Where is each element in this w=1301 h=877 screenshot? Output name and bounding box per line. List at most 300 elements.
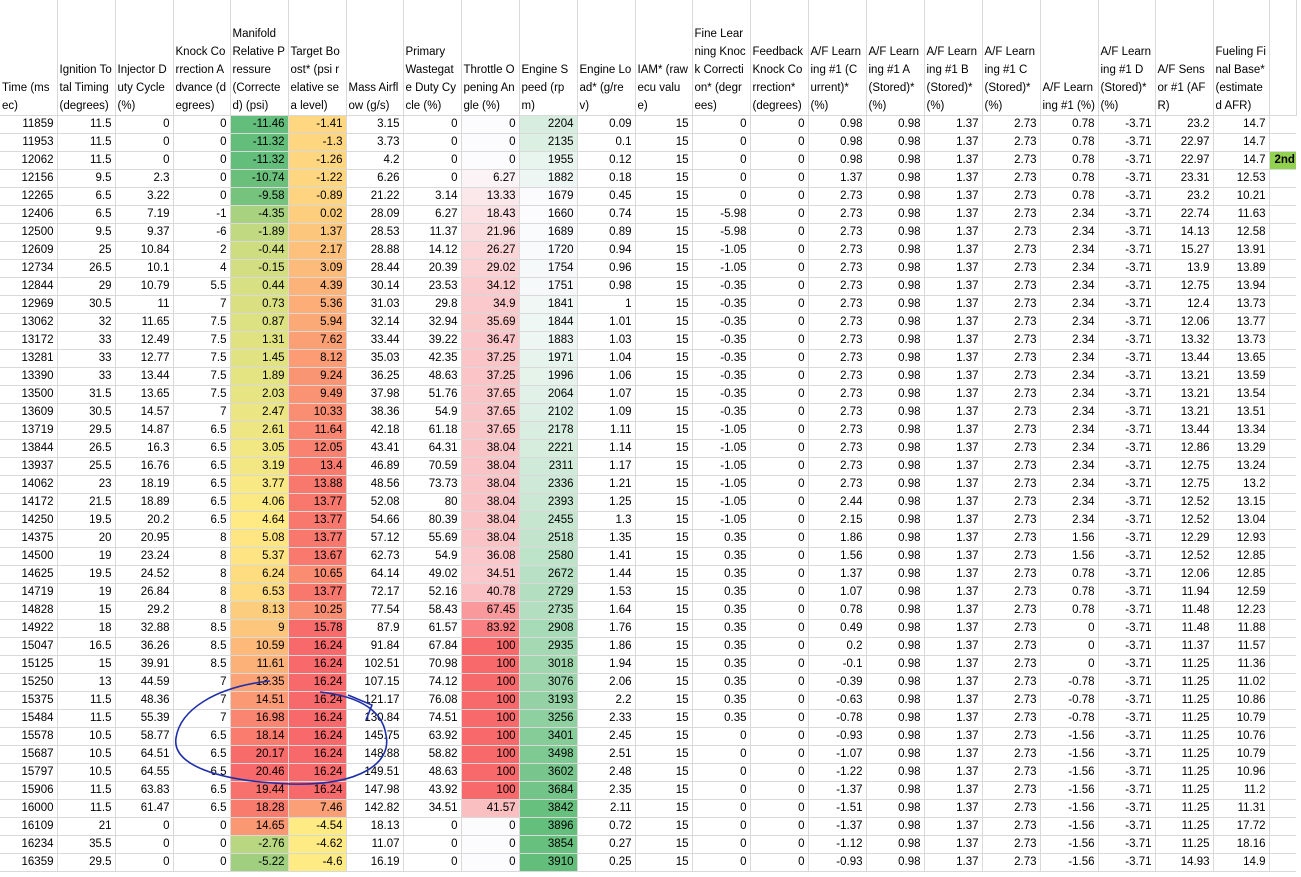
table-cell[interactable]: 2.73 xyxy=(982,368,1040,386)
table-cell[interactable]: 13.65 xyxy=(1213,350,1269,368)
table-cell[interactable]: 3896 xyxy=(519,818,577,836)
empty-cell[interactable] xyxy=(1269,782,1296,800)
table-cell[interactable]: 12.49 xyxy=(115,332,173,350)
table-cell[interactable]: 0.78 xyxy=(1040,134,1098,152)
table-cell[interactable]: -1.22 xyxy=(288,170,346,188)
table-cell[interactable]: 11.64 xyxy=(288,422,346,440)
table-cell[interactable]: 12406 xyxy=(0,206,57,224)
table-cell[interactable]: 0 xyxy=(750,548,808,566)
table-cell[interactable]: 16.19 xyxy=(346,854,403,872)
table-cell[interactable]: 2.73 xyxy=(982,134,1040,152)
table-cell[interactable]: 0.98 xyxy=(866,836,924,854)
table-cell[interactable]: 13.34 xyxy=(1213,422,1269,440)
table-cell[interactable]: 10.59 xyxy=(230,638,288,656)
table-cell[interactable]: 18.43 xyxy=(461,206,519,224)
table-cell[interactable]: 1.37 xyxy=(924,296,982,314)
column-header[interactable]: Mass Airflow (g/s) xyxy=(346,0,403,116)
table-cell[interactable]: 83.92 xyxy=(461,620,519,638)
table-cell[interactable]: 37.98 xyxy=(346,386,403,404)
table-cell[interactable]: 11859 xyxy=(0,116,57,134)
table-cell[interactable]: 2.34 xyxy=(1040,314,1098,332)
table-cell[interactable]: 2518 xyxy=(519,530,577,548)
table-cell[interactable]: 2908 xyxy=(519,620,577,638)
table-cell[interactable]: 31.5 xyxy=(57,386,115,404)
table-cell[interactable]: 1844 xyxy=(519,314,577,332)
table-cell[interactable]: 100 xyxy=(461,782,519,800)
table-cell[interactable]: 11.25 xyxy=(1155,782,1213,800)
table-cell[interactable]: 0 xyxy=(403,134,461,152)
table-cell[interactable]: 0.35 xyxy=(692,638,750,656)
table-cell[interactable]: -3.71 xyxy=(1098,440,1155,458)
table-cell[interactable]: 2.73 xyxy=(982,800,1040,818)
table-cell[interactable]: 11.5 xyxy=(57,782,115,800)
table-cell[interactable]: 3.77 xyxy=(230,476,288,494)
table-cell[interactable]: 29.5 xyxy=(57,422,115,440)
table-cell[interactable]: 6.27 xyxy=(403,206,461,224)
table-cell[interactable]: 12969 xyxy=(0,296,57,314)
table-cell[interactable]: 7.19 xyxy=(115,206,173,224)
table-cell[interactable]: 87.9 xyxy=(346,620,403,638)
table-cell[interactable]: 0.98 xyxy=(866,350,924,368)
table-cell[interactable]: 13.89 xyxy=(1213,260,1269,278)
table-cell[interactable]: -3.71 xyxy=(1098,152,1155,170)
table-cell[interactable]: 0.98 xyxy=(866,386,924,404)
table-cell[interactable]: 0.98 xyxy=(866,170,924,188)
empty-cell[interactable] xyxy=(1269,494,1296,512)
table-cell[interactable]: 2.03 xyxy=(230,386,288,404)
table-cell[interactable]: -0.78 xyxy=(1040,674,1098,692)
table-cell[interactable]: -3.71 xyxy=(1098,188,1155,206)
table-cell[interactable]: -3.71 xyxy=(1098,602,1155,620)
table-cell[interactable]: 100 xyxy=(461,692,519,710)
table-cell[interactable]: 100 xyxy=(461,638,519,656)
table-cell[interactable]: 1660 xyxy=(519,206,577,224)
table-cell[interactable]: -3.71 xyxy=(1098,638,1155,656)
column-header[interactable]: Fine Learning Knock Correction* (degrees) xyxy=(692,0,750,116)
table-cell[interactable]: 15 xyxy=(635,638,692,656)
table-cell[interactable]: 29.2 xyxy=(115,602,173,620)
table-cell[interactable]: 10.33 xyxy=(288,404,346,422)
table-cell[interactable]: 0 xyxy=(115,854,173,872)
table-cell[interactable]: 2935 xyxy=(519,638,577,656)
table-cell[interactable]: 61.57 xyxy=(403,620,461,638)
table-cell[interactable]: 21.5 xyxy=(57,494,115,512)
table-cell[interactable]: 16.24 xyxy=(288,638,346,656)
table-cell[interactable]: 0 xyxy=(461,818,519,836)
table-cell[interactable]: 15 xyxy=(57,602,115,620)
empty-cell[interactable] xyxy=(1269,584,1296,602)
table-cell[interactable]: -3.71 xyxy=(1098,656,1155,674)
table-cell[interactable]: 29.5 xyxy=(57,854,115,872)
table-cell[interactable]: 16.24 xyxy=(288,656,346,674)
table-cell[interactable]: 1882 xyxy=(519,170,577,188)
table-cell[interactable]: 0.98 xyxy=(866,620,924,638)
table-cell[interactable]: 1.37 xyxy=(924,278,982,296)
table-cell[interactable]: 1.37 xyxy=(924,728,982,746)
table-cell[interactable]: 2.61 xyxy=(230,422,288,440)
table-cell[interactable]: 39.22 xyxy=(403,332,461,350)
table-cell[interactable]: 15 xyxy=(635,116,692,134)
table-cell[interactable]: -3.71 xyxy=(1098,728,1155,746)
table-cell[interactable]: 12.75 xyxy=(1155,458,1213,476)
table-cell[interactable]: -3.71 xyxy=(1098,620,1155,638)
table-cell[interactable]: 100 xyxy=(461,764,519,782)
table-cell[interactable]: 13.67 xyxy=(288,548,346,566)
table-cell[interactable]: 0.18 xyxy=(577,170,635,188)
column-header[interactable]: Time (msec) xyxy=(0,0,57,116)
table-cell[interactable]: 0.98 xyxy=(866,548,924,566)
table-cell[interactable]: 2.73 xyxy=(982,530,1040,548)
table-cell[interactable]: -0.1 xyxy=(808,656,866,674)
table-cell[interactable]: 2.34 xyxy=(1040,278,1098,296)
table-cell[interactable]: -0.15 xyxy=(230,260,288,278)
table-cell[interactable]: 2.15 xyxy=(808,512,866,530)
table-cell[interactable]: -3.71 xyxy=(1098,782,1155,800)
table-cell[interactable]: 1.37 xyxy=(924,656,982,674)
table-cell[interactable]: 15 xyxy=(635,836,692,854)
table-cell[interactable]: 2.47 xyxy=(230,404,288,422)
table-cell[interactable]: 33 xyxy=(57,368,115,386)
table-cell[interactable]: -3.71 xyxy=(1098,458,1155,476)
table-cell[interactable]: 11.5 xyxy=(57,710,115,728)
table-cell[interactable]: 0.98 xyxy=(866,494,924,512)
table-cell[interactable]: 2.73 xyxy=(982,242,1040,260)
table-cell[interactable]: 3910 xyxy=(519,854,577,872)
table-cell[interactable]: 11.37 xyxy=(403,224,461,242)
table-cell[interactable]: 20.39 xyxy=(403,260,461,278)
table-cell[interactable]: 6.24 xyxy=(230,566,288,584)
table-cell[interactable]: 3401 xyxy=(519,728,577,746)
table-cell[interactable]: -11.46 xyxy=(230,116,288,134)
table-cell[interactable]: 0.78 xyxy=(1040,170,1098,188)
table-cell[interactable]: 0 xyxy=(750,116,808,134)
table-cell[interactable]: 11.2 xyxy=(1213,782,1269,800)
table-cell[interactable]: 2.73 xyxy=(982,656,1040,674)
table-cell[interactable]: 14.13 xyxy=(1155,224,1213,242)
table-cell[interactable]: 1.37 xyxy=(924,440,982,458)
table-cell[interactable]: 2.73 xyxy=(982,206,1040,224)
table-cell[interactable]: 1.37 xyxy=(924,422,982,440)
table-cell[interactable]: 0 xyxy=(750,386,808,404)
table-cell[interactable]: 8.12 xyxy=(288,350,346,368)
table-cell[interactable]: -10.74 xyxy=(230,170,288,188)
table-cell[interactable]: 52.16 xyxy=(403,584,461,602)
table-cell[interactable]: 0 xyxy=(750,494,808,512)
table-cell[interactable]: 0.98 xyxy=(866,278,924,296)
table-cell[interactable]: 0.35 xyxy=(692,620,750,638)
table-cell[interactable]: 15 xyxy=(635,458,692,476)
table-cell[interactable]: 2.34 xyxy=(1040,422,1098,440)
table-cell[interactable]: 13719 xyxy=(0,422,57,440)
column-header[interactable]: A/F Learning #1 C (Stored)* (%) xyxy=(982,0,1040,116)
table-cell[interactable]: 2.34 xyxy=(1040,494,1098,512)
table-cell[interactable]: 15484 xyxy=(0,710,57,728)
table-cell[interactable]: 1.37 xyxy=(924,458,982,476)
table-cell[interactable]: 1.37 xyxy=(924,638,982,656)
table-cell[interactable]: 11.63 xyxy=(1213,206,1269,224)
table-cell[interactable]: 2221 xyxy=(519,440,577,458)
empty-cell[interactable] xyxy=(1269,602,1296,620)
table-cell[interactable]: 2.34 xyxy=(1040,368,1098,386)
table-cell[interactable]: 15250 xyxy=(0,674,57,692)
table-cell[interactable]: 0.89 xyxy=(577,224,635,242)
table-cell[interactable]: 0 xyxy=(750,692,808,710)
table-cell[interactable]: 1.37 xyxy=(924,224,982,242)
table-cell[interactable]: 18.16 xyxy=(1213,836,1269,854)
column-header[interactable]: Engine Speed (rpm) xyxy=(519,0,577,116)
table-cell[interactable]: 13.44 xyxy=(1155,422,1213,440)
table-cell[interactable]: 13.35 xyxy=(230,674,288,692)
table-cell[interactable]: 1.37 xyxy=(924,602,982,620)
table-cell[interactable]: 43.41 xyxy=(346,440,403,458)
table-cell[interactable]: 0 xyxy=(750,512,808,530)
table-cell[interactable]: 0.78 xyxy=(808,602,866,620)
table-cell[interactable]: 80.39 xyxy=(403,512,461,530)
table-cell[interactable]: -1.05 xyxy=(692,242,750,260)
empty-cell[interactable] xyxy=(1269,314,1296,332)
table-cell[interactable]: 1.37 xyxy=(924,566,982,584)
table-cell[interactable]: -1.56 xyxy=(1040,836,1098,854)
table-cell[interactable]: 0 xyxy=(750,260,808,278)
table-cell[interactable]: 1.37 xyxy=(808,566,866,584)
table-cell[interactable]: 2.73 xyxy=(982,818,1040,836)
table-cell[interactable]: 14.57 xyxy=(115,404,173,422)
table-cell[interactable]: 0.98 xyxy=(808,116,866,134)
table-cell[interactable]: 0 xyxy=(692,170,750,188)
table-cell[interactable]: 9.24 xyxy=(288,368,346,386)
table-cell[interactable]: 48.63 xyxy=(403,764,461,782)
table-cell[interactable]: -1.05 xyxy=(692,422,750,440)
table-cell[interactable]: 19.44 xyxy=(230,782,288,800)
table-cell[interactable]: 6.5 xyxy=(173,746,230,764)
table-cell[interactable]: 2.34 xyxy=(1040,512,1098,530)
table-cell[interactable]: 0 xyxy=(750,746,808,764)
table-cell[interactable]: -1.56 xyxy=(1040,854,1098,872)
table-cell[interactable]: 0.98 xyxy=(866,188,924,206)
table-cell[interactable]: 102.51 xyxy=(346,656,403,674)
table-cell[interactable]: 13.94 xyxy=(1213,278,1269,296)
table-cell[interactable]: 0.74 xyxy=(577,206,635,224)
table-cell[interactable]: 3.09 xyxy=(288,260,346,278)
table-cell[interactable]: 80 xyxy=(403,494,461,512)
table-cell[interactable]: 13.15 xyxy=(1213,494,1269,512)
table-cell[interactable]: 18.89 xyxy=(115,494,173,512)
table-cell[interactable]: -3.71 xyxy=(1098,764,1155,782)
table-cell[interactable]: 26.5 xyxy=(57,440,115,458)
table-cell[interactable]: -1.05 xyxy=(692,260,750,278)
table-cell[interactable]: 0.78 xyxy=(1040,188,1098,206)
table-cell[interactable]: 0.98 xyxy=(808,134,866,152)
table-cell[interactable]: 0 xyxy=(750,368,808,386)
table-cell[interactable]: 12156 xyxy=(0,170,57,188)
table-cell[interactable]: 121.17 xyxy=(346,692,403,710)
table-cell[interactable]: 15 xyxy=(635,854,692,872)
table-cell[interactable]: -0.35 xyxy=(692,350,750,368)
empty-cell[interactable] xyxy=(1269,620,1296,638)
table-cell[interactable]: 74.12 xyxy=(403,674,461,692)
table-cell[interactable]: 42.35 xyxy=(403,350,461,368)
table-cell[interactable]: 0 xyxy=(173,836,230,854)
empty-cell[interactable] xyxy=(1269,764,1296,782)
table-cell[interactable]: 100 xyxy=(461,746,519,764)
table-cell[interactable]: 1.37 xyxy=(924,764,982,782)
table-cell[interactable]: 13844 xyxy=(0,440,57,458)
table-cell[interactable]: 70.98 xyxy=(403,656,461,674)
table-cell[interactable]: 0 xyxy=(461,836,519,854)
table-cell[interactable]: 15 xyxy=(635,548,692,566)
table-cell[interactable]: 1.41 xyxy=(577,548,635,566)
table-cell[interactable]: 2.73 xyxy=(982,854,1040,872)
table-cell[interactable]: 2.73 xyxy=(982,692,1040,710)
table-cell[interactable]: 11.25 xyxy=(1155,656,1213,674)
table-cell[interactable]: 1.37 xyxy=(924,548,982,566)
table-cell[interactable]: 2.73 xyxy=(982,836,1040,854)
table-cell[interactable]: -3.71 xyxy=(1098,350,1155,368)
table-cell[interactable]: 23.31 xyxy=(1155,170,1213,188)
table-cell[interactable]: 14828 xyxy=(0,602,57,620)
table-cell[interactable]: 11.5 xyxy=(57,152,115,170)
table-cell[interactable]: 130.84 xyxy=(346,710,403,728)
empty-cell[interactable] xyxy=(1269,404,1296,422)
table-cell[interactable]: 10.84 xyxy=(115,242,173,260)
table-cell[interactable]: 72.17 xyxy=(346,584,403,602)
table-cell[interactable]: 0 xyxy=(750,620,808,638)
table-cell[interactable]: 13937 xyxy=(0,458,57,476)
table-cell[interactable]: 0 xyxy=(750,530,808,548)
table-cell[interactable]: 6.5 xyxy=(173,476,230,494)
table-cell[interactable]: 0.98 xyxy=(866,530,924,548)
table-cell[interactable]: 15 xyxy=(635,512,692,530)
empty-cell[interactable] xyxy=(1269,476,1296,494)
table-cell[interactable]: 3256 xyxy=(519,710,577,728)
table-cell[interactable]: -4.35 xyxy=(230,206,288,224)
table-cell[interactable]: 15 xyxy=(635,350,692,368)
table-cell[interactable]: -0.89 xyxy=(288,188,346,206)
table-cell[interactable]: 2.73 xyxy=(808,224,866,242)
table-cell[interactable]: 1.64 xyxy=(577,602,635,620)
table-cell[interactable]: 77.54 xyxy=(346,602,403,620)
table-cell[interactable]: 2672 xyxy=(519,566,577,584)
table-cell[interactable]: 15 xyxy=(635,674,692,692)
table-cell[interactable]: -3.71 xyxy=(1098,692,1155,710)
table-cell[interactable]: -3.71 xyxy=(1098,386,1155,404)
table-cell[interactable]: 10.5 xyxy=(57,764,115,782)
table-cell[interactable]: 11.65 xyxy=(115,314,173,332)
table-cell[interactable]: 11.25 xyxy=(1155,728,1213,746)
table-cell[interactable]: 2135 xyxy=(519,134,577,152)
empty-cell[interactable] xyxy=(1269,458,1296,476)
table-cell[interactable]: -1.56 xyxy=(1040,746,1098,764)
table-cell[interactable]: 15 xyxy=(635,584,692,602)
table-cell[interactable]: 13.73 xyxy=(1213,296,1269,314)
table-cell[interactable]: 0 xyxy=(173,152,230,170)
table-cell[interactable]: 0 xyxy=(750,584,808,602)
empty-cell[interactable] xyxy=(1269,242,1296,260)
table-cell[interactable]: 25 xyxy=(57,242,115,260)
table-cell[interactable]: 11.88 xyxy=(1213,620,1269,638)
table-cell[interactable]: 12.53 xyxy=(1213,170,1269,188)
table-cell[interactable]: 17.72 xyxy=(1213,818,1269,836)
table-cell[interactable]: 0 xyxy=(750,728,808,746)
table-cell[interactable]: -6 xyxy=(173,224,230,242)
table-cell[interactable]: 0.94 xyxy=(577,242,635,260)
table-cell[interactable]: 12.23 xyxy=(1213,602,1269,620)
table-cell[interactable]: -4.62 xyxy=(288,836,346,854)
table-cell[interactable]: 0.1 xyxy=(577,134,635,152)
table-cell[interactable]: 7.5 xyxy=(173,386,230,404)
table-cell[interactable]: 0 xyxy=(173,818,230,836)
table-cell[interactable]: 1.37 xyxy=(924,746,982,764)
table-cell[interactable]: 0.98 xyxy=(866,746,924,764)
empty-cell[interactable] xyxy=(1269,728,1296,746)
table-cell[interactable]: 0.98 xyxy=(866,854,924,872)
table-cell[interactable]: 0 xyxy=(115,836,173,854)
table-cell[interactable]: 33 xyxy=(57,350,115,368)
table-cell[interactable]: -3.71 xyxy=(1098,314,1155,332)
table-cell[interactable]: 11.57 xyxy=(1213,638,1269,656)
table-cell[interactable]: 0.35 xyxy=(692,710,750,728)
empty-cell[interactable] xyxy=(1269,512,1296,530)
table-cell[interactable]: 1.37 xyxy=(924,404,982,422)
table-cell[interactable]: 2.2 xyxy=(577,692,635,710)
table-cell[interactable]: 1.14 xyxy=(577,440,635,458)
table-cell[interactable]: -3.71 xyxy=(1098,566,1155,584)
table-cell[interactable]: -3.71 xyxy=(1098,368,1155,386)
table-cell[interactable]: 0.96 xyxy=(577,260,635,278)
table-cell[interactable]: 16.24 xyxy=(288,674,346,692)
table-cell[interactable]: -0.63 xyxy=(808,692,866,710)
table-cell[interactable]: 18.14 xyxy=(230,728,288,746)
table-cell[interactable]: 12265 xyxy=(0,188,57,206)
table-cell[interactable]: 0.98 xyxy=(866,206,924,224)
table-cell[interactable]: 25.5 xyxy=(57,458,115,476)
table-cell[interactable]: 16.24 xyxy=(288,710,346,728)
table-cell[interactable]: -3.71 xyxy=(1098,170,1155,188)
table-cell[interactable]: 15 xyxy=(635,332,692,350)
table-cell[interactable]: 0 xyxy=(750,602,808,620)
table-cell[interactable]: 0.98 xyxy=(866,710,924,728)
table-cell[interactable]: 13.44 xyxy=(1155,350,1213,368)
table-cell[interactable]: 0.44 xyxy=(230,278,288,296)
column-header[interactable]: A/F Learning #1 B (Stored)* (%) xyxy=(924,0,982,116)
table-cell[interactable]: 16.76 xyxy=(115,458,173,476)
table-cell[interactable]: 11.25 xyxy=(1155,836,1213,854)
table-cell[interactable]: 58.77 xyxy=(115,728,173,746)
table-cell[interactable]: 2.73 xyxy=(982,260,1040,278)
table-cell[interactable]: -1.51 xyxy=(808,800,866,818)
table-cell[interactable]: 12.86 xyxy=(1155,440,1213,458)
table-cell[interactable]: 15 xyxy=(635,224,692,242)
table-cell[interactable]: 2.73 xyxy=(808,242,866,260)
table-cell[interactable]: 13172 xyxy=(0,332,57,350)
table-cell[interactable]: 22.97 xyxy=(1155,152,1213,170)
table-cell[interactable]: 0 xyxy=(750,800,808,818)
table-cell[interactable]: 2.73 xyxy=(982,638,1040,656)
table-cell[interactable]: 13.21 xyxy=(1155,404,1213,422)
table-cell[interactable]: 1.37 xyxy=(924,854,982,872)
table-cell[interactable]: 2.73 xyxy=(808,440,866,458)
table-cell[interactable]: 1.37 xyxy=(924,584,982,602)
table-cell[interactable]: 12.52 xyxy=(1155,494,1213,512)
table-cell[interactable]: 15 xyxy=(635,746,692,764)
empty-cell[interactable] xyxy=(1269,170,1296,188)
table-cell[interactable]: -5.98 xyxy=(692,224,750,242)
table-cell[interactable]: 11.25 xyxy=(1155,800,1213,818)
table-cell[interactable]: 16.98 xyxy=(230,710,288,728)
empty-cell[interactable] xyxy=(1269,548,1296,566)
table-cell[interactable]: 12.05 xyxy=(288,440,346,458)
table-cell[interactable]: 14.9 xyxy=(1213,854,1269,872)
